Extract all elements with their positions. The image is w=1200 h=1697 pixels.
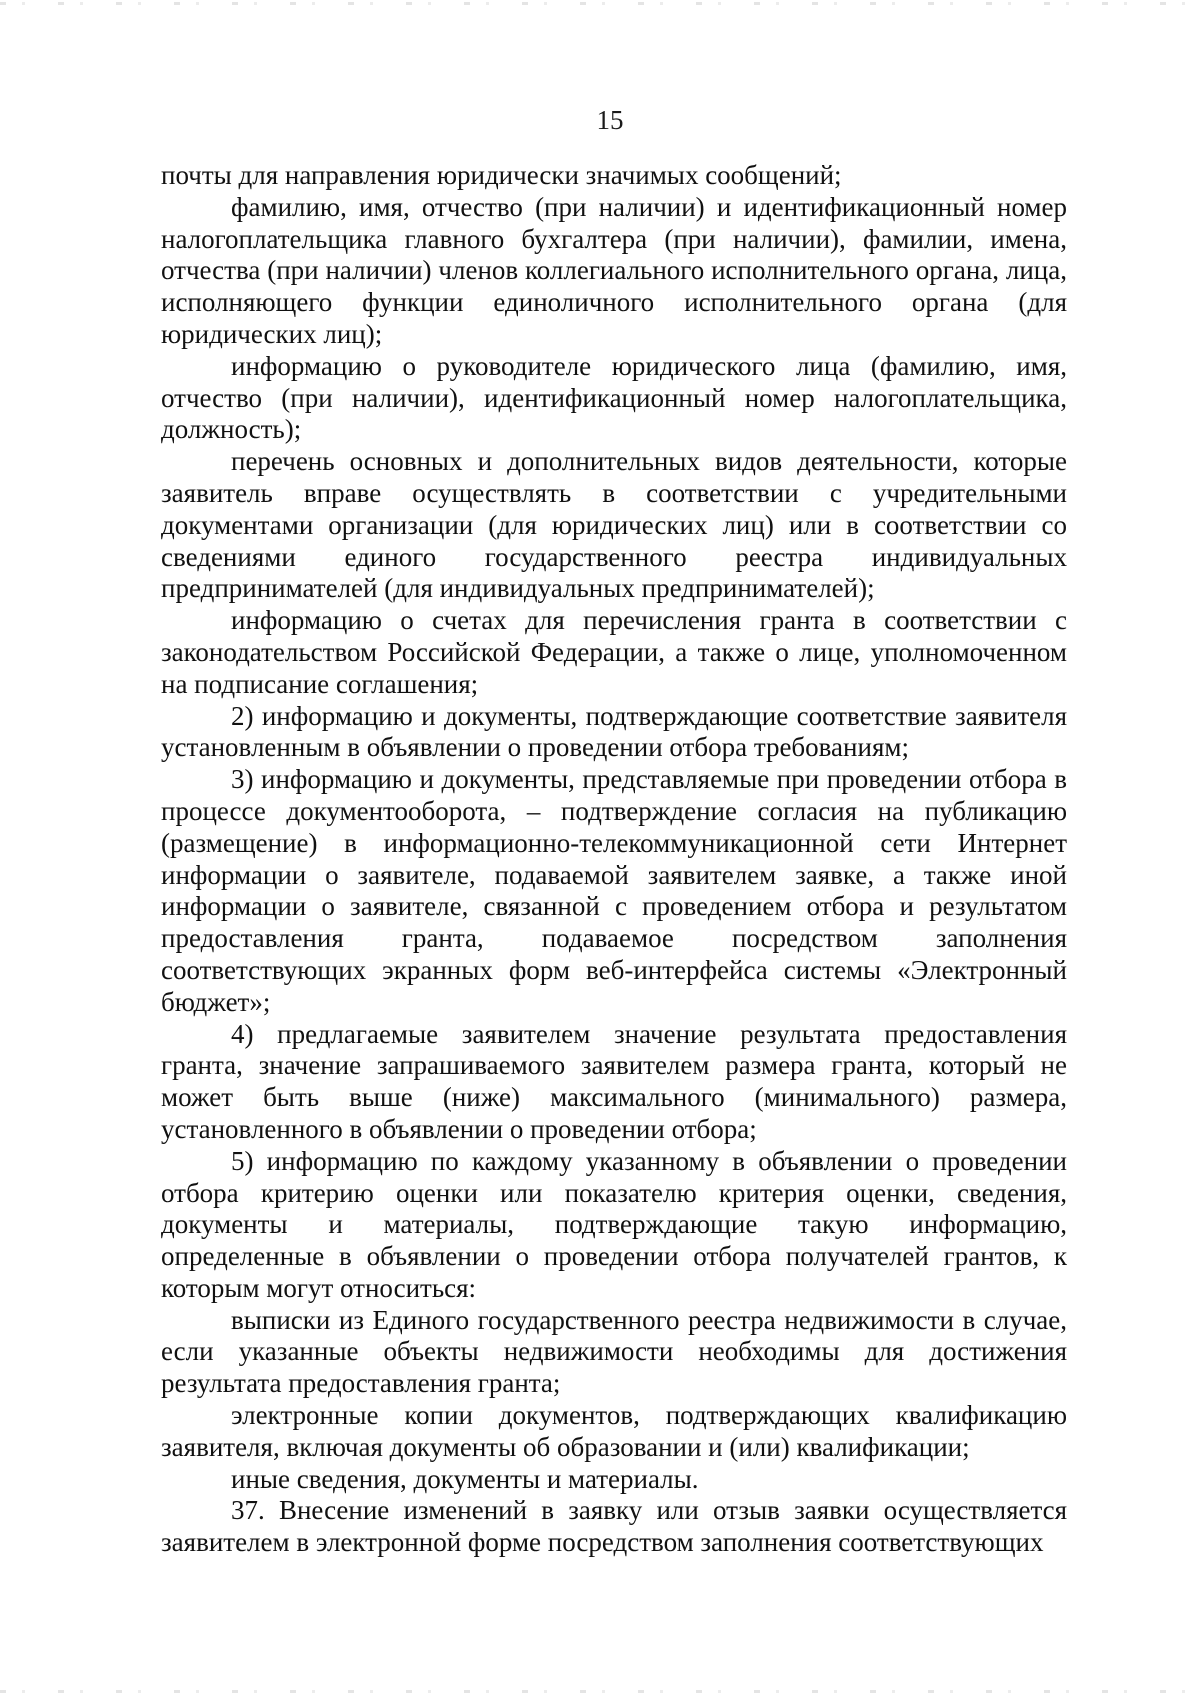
paragraph: почты для направления юридически значимых сообщений; [161, 160, 842, 190]
paragraph: 5) информацию по каждому указанному в объявлении о проведении отбора критерию оценки или показателю критерия оценки, сведения, документы и материалы, подтверждающие такую информацию, определенные в объявлении о проведении отбора получателей грантов, к которым могут относиться: [161, 1145, 1067, 1303]
paragraph: информацию о руководителе юридического лица (фамилию, имя, отчество (при наличии), идентификационный номер налогоплательщика, должность); [161, 350, 1067, 445]
paragraph: 2) информацию и документы, подтверждающие соответствие заявителя установленным в объявлении о проведении отбора требованиям; [161, 700, 1067, 763]
paragraph: иные сведения, документы и материалы. [231, 1463, 699, 1494]
paragraph: 3) информацию и документы, представляемые при проведении отбора в процессе документооборота, – подтверждение согласия на публикацию (размещение) в информационно-телекоммуникационной сети Интернет информации о заявителе, подаваемой заявителем заявке, а также иной информации о заявителе, связанной с проведением отбора и результатом предоставления гранта, подаваемое посредством заполнения соответствующих экранных форм веб-интерфейса системы «Электронный бюджет»; [161, 764, 1067, 1017]
scan-edge-top [0, 2, 1200, 5]
paragraph: перечень основных и дополнительных видов деятельности, которые заявитель вправе осуществлять в соответствии с учредительными документами организации (для юридических лиц) или в соответствии со сведениями единого государственного реестра индивидуальных предпринимателей (для индивидуальных предпринимателей); [161, 446, 1067, 604]
paragraph: 4) предлагаемые заявителем значение результата предоставления гранта, значение запрашиваемого заявителем размера гранта, который не может быть выше (ниже) максимального (минимального) размера, установленного в объявлении о проведении отбора; [161, 1018, 1067, 1144]
paragraph: электронные копии документов, подтверждающих квалификацию заявителя, включая документы об образовании и (или) квалификации; [161, 1400, 1067, 1462]
document-body [161, 160, 1067, 1559]
scan-edge-bottom [0, 1690, 1200, 1693]
paragraph: выписки из Единого государственного реестра недвижимости в случае, если указанные объекты недвижимости необходимы для достижения результата предоставления гранта; [161, 1304, 1067, 1399]
page-number: 15 [596, 105, 624, 135]
paragraph: фамилию, имя, отчество (при наличии) и идентификационный номер налогоплательщика главного бухгалтера (при наличии), фамилии, имена, отчества (при наличии) членов коллегиального исполнительного органа, лица, исполняющего функции единоличного исполнительного органа (для юридических лиц); [161, 191, 1067, 349]
paragraph: информацию о счетах для перечисления гранта в соответствии с законодательством Российской Федерации, а также о лице, уполномоченном на подписание соглашения; [161, 605, 1067, 699]
paragraph: 37. Внесение изменений в заявку или отзыв заявки осуществляется заявителем в электронной форме посредством заполнения соответствующих [161, 1495, 1067, 1558]
